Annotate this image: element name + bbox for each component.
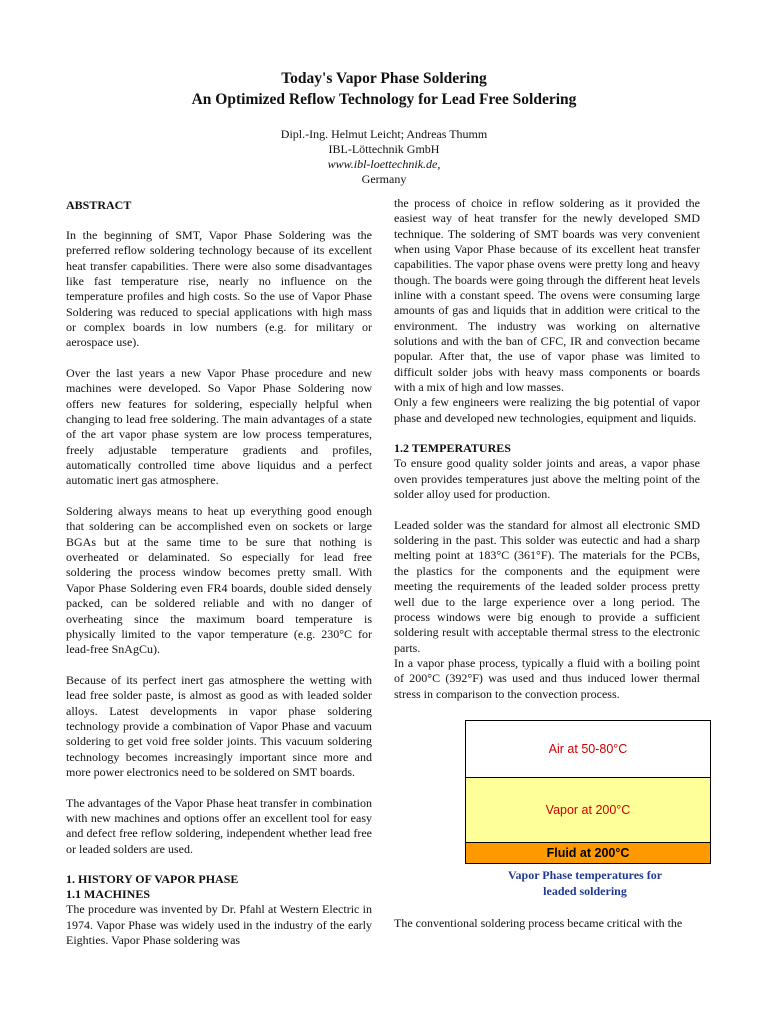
right-column <box>394 196 700 931</box>
left-column <box>66 198 372 948</box>
engineers-paragraph: Only a few engineers were realizing the big potential of vapor phase and developed new technologies, equipment and liquids. <box>394 395 700 425</box>
section-heading-temperatures: 1.2 TEMPERATURES <box>394 441 511 456</box>
title-block <box>0 68 768 187</box>
machines-paragraph: The procedure was invented by Dr. Pfahl at Western Electric in 1974. Vapor Phase was widely used in the industry of the early Eighties. Vapor Phase soldering was <box>66 902 372 947</box>
diagram-air-layer: Air at 50-80°C <box>465 720 711 777</box>
conventional-process-paragraph: The conventional soldering process became critical with the <box>394 915 683 930</box>
abstract-paragraph-5: The advantages of the Vapor Phase heat transfer in combination with new machines and options offer an excellent tool for easy and defect free reflow soldering, independent whether lead free or leaded solders are used. <box>66 795 373 856</box>
abstract-paragraph-1: In the beginning of SMT, Vapor Phase Soldering was the preferred reflow soldering technology because of its excellent heat transfer capabilities. There were also some disadvantages like fast temperature rise, nearly no influence on the temperature profiles and high costs. So the use of Vapor Phase Soldering was reduced to special applications with high mass or complex boards in low numbers (e.g. for military or aerospace use). <box>66 228 372 350</box>
title-line-1: Today's Vapor Phase Soldering <box>281 70 487 87</box>
temperatures-paragraph-2: Leaded solder was the standard for almost all electronic SMD soldering in the past. This solder was eutectic and had a sharp melting point at 183°C (361°F). The materials for the PCBs, the plastics for the components and the equipment were meeting the requirements of the leaded solder process pretty well due to the large experience over a long period. The process windows were big enough to provide a sufficient soldering result with acceptable thermal stress to the electronic parts. <box>394 517 700 655</box>
temperatures-paragraph-3: In a vapor phase process, typically a fluid with a boiling point of 200°C (392°F) was used and thus induced lower thermal stress in comparison to the convection process. <box>394 655 700 701</box>
abstract-heading: ABSTRACT <box>66 198 132 212</box>
author-company: IBL-Löttechnik GmbH <box>328 142 440 156</box>
section-heading-machines: 1.1 MACHINES <box>66 887 151 902</box>
abstract-paragraph-3: Soldering always means to heat up everything good enough that soldering can be accomplished even on sockets or large BGAs but at the same time to be sure that nothing is overheated or delaminated. So especially for lead free soldering the process window becomes pretty small. With Vapor Phase Soldering even FR4 boards, double sided densely packed, can be soldered reliable and with no danger of overheating since the maximum board temperature is physically limited to the vapor temperature (e.g. 230°C for lead-free SnAgCu). <box>66 504 372 657</box>
diagram-vapor-layer: Vapor at 200°C <box>465 777 711 842</box>
author-country: Germany <box>361 172 407 186</box>
abstract-paragraph-2: Over the last years a new Vapor Phase procedure and new machines were developed. So Vapor Phase Soldering now offers new features for soldering, especially helpful when changing to lead free soldering. The main advantages of a state of the art vapor phase system are low process temperatures, freely adjustable temperature gradients and profiles, automatically controlled time above liquidus and a perfect automatic inert gas atmosphere. <box>66 366 372 488</box>
author-block <box>0 127 768 187</box>
figure-caption-line-2: leaded soldering <box>543 883 627 898</box>
author-names: Dipl.-Ing. Helmut Leicht; Andreas Thumm <box>280 127 488 141</box>
abstract-paragraph-4: Because of its perfect inert gas atmosphere the wetting with lead free solder paste, is almost as good as with leaded solder alloys. Latest developments in vapor phase soldering technology provide a combination of Vapor Phase and vacuum soldering to get void free solder joints. This vacuum soldering technology becomes increasingly important since more and more power electronics need to be soldered on SMT boards. <box>66 672 372 779</box>
temperatures-paragraph-1: To ensure good quality solder joints and areas, a vapor phase oven provides temperatures just above the melting point of the solder alloy used for production. <box>394 456 700 502</box>
figure-caption <box>385 867 768 899</box>
author-website: www.ibl-loettechnik.de, <box>327 157 441 171</box>
title-line-2: An Optimized Reflow Technology for Lead Free Soldering <box>191 91 577 108</box>
figure-caption-line-1: Vapor Phase temperatures for <box>507 867 663 882</box>
diagram-fluid-layer: Fluid at 200°C <box>465 842 711 864</box>
vapor-phase-diagram <box>465 720 711 899</box>
section-heading-history: 1. HISTORY OF VAPOR PHASE <box>66 872 239 887</box>
machines-paragraph-continued: the process of choice in reflow soldering as it provided the easiest way of heat transfer for the newly developed SMD technique. The soldering of SMT boards was very convenient when using Vapor Phase because of its excellent heat transfer capabilities. The vapor phase ovens were pretty long and heavy though. The boards were going through the different heat levels inline with a constant speed. The ovens were consuming large amounts of gas and liquids that in addition were critical to the environment. The industry was working on alternative solutions and with the ban of CFC, IR and convection became popular. After that, the use of vapor phase was limited to difficult solder jobs with heavy mass components or boards with a mix of high and low masses. <box>394 196 700 395</box>
